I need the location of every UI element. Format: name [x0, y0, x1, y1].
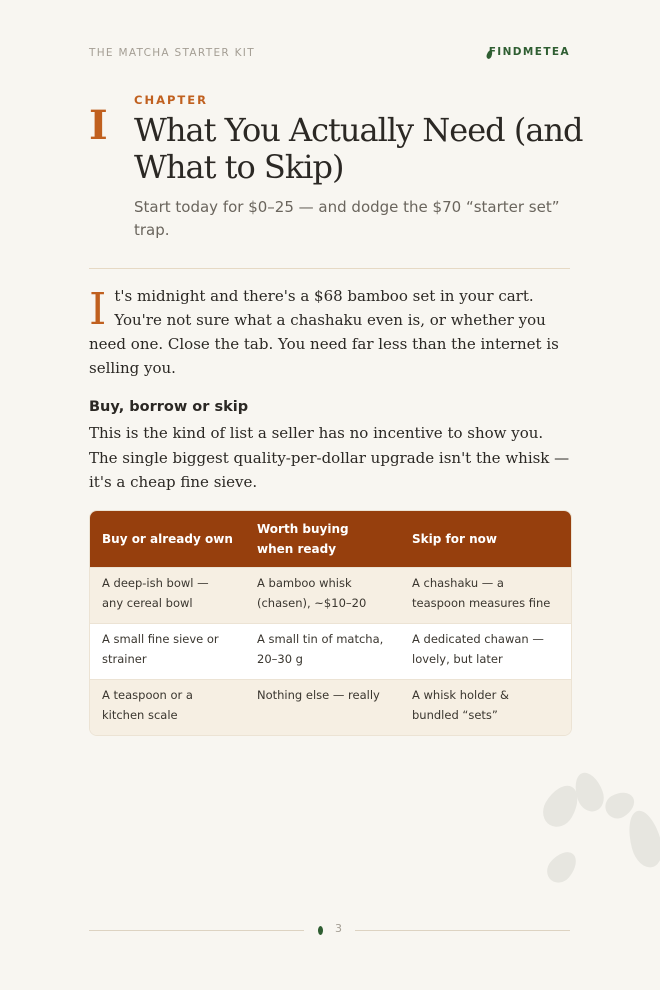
- table-cell: A bamboo whisk (chasen), ~$10–20: [257, 576, 367, 610]
- table-cell: A dedicated chawan — lovely, but later: [412, 632, 544, 666]
- page-header: [89, 47, 570, 63]
- table-cell: A small tin of matcha, 20–30 g: [257, 632, 384, 666]
- table-cell: A chashaku — a teaspoon measures fine: [412, 576, 551, 610]
- intro-text: t's midnight and there's a $68 bamboo set in your cart. You're not sure what a chashaku even is, or whether you need one. Close the tab. You need far less than the internet is selling you.: [89, 287, 559, 377]
- chapter-label: CHAPTER: [134, 93, 208, 107]
- table-cell: A small fine sieve or strainer: [102, 632, 219, 666]
- leaf-icon: [318, 926, 323, 935]
- table-header-cell: Skip for now: [412, 532, 497, 546]
- table-cell: Nothing else — really: [257, 688, 380, 702]
- running-head: THE MATCHA STARTER KIT: [89, 47, 255, 59]
- decorative-leaves-icon: [540, 770, 660, 890]
- page-number: 3: [335, 922, 342, 935]
- intro-paragraph: [89, 284, 570, 380]
- table-header-row: [90, 511, 571, 567]
- comparison-table: [89, 510, 572, 736]
- page-footer: [89, 922, 570, 938]
- table-row: [90, 623, 571, 679]
- divider: [89, 268, 570, 269]
- table-cell: A teaspoon or a kitchen scale: [102, 688, 193, 722]
- chapter-subtitle: Start today for $0–25 — and dodge the $70 “starter set” trap.: [134, 198, 560, 239]
- chapter-title: What You Actually Need (and What to Skip): [134, 111, 583, 186]
- footer-rule: [355, 930, 570, 931]
- table-row: [90, 567, 571, 623]
- section-heading: Buy, borrow or skip: [89, 399, 249, 415]
- drop-cap: I: [89, 284, 107, 335]
- chapter-numeral: I: [89, 102, 108, 149]
- footer-rule: [89, 930, 304, 931]
- brand-logo: FINDMETEA: [488, 46, 570, 58]
- table-header-cell: Buy or already own: [102, 532, 233, 546]
- table-cell: A whisk holder & bundled “sets”: [412, 688, 509, 722]
- section-paragraph: This is the kind of list a seller has no incentive to show you. The single biggest quality-per-dollar upgrade isn't the whisk — it's a cheap fine sieve.: [89, 424, 570, 491]
- table-header-cell: Worth buying when ready: [257, 522, 349, 556]
- table-cell: A deep-ish bowl — any cereal bowl: [102, 576, 209, 610]
- table-row: [90, 679, 571, 735]
